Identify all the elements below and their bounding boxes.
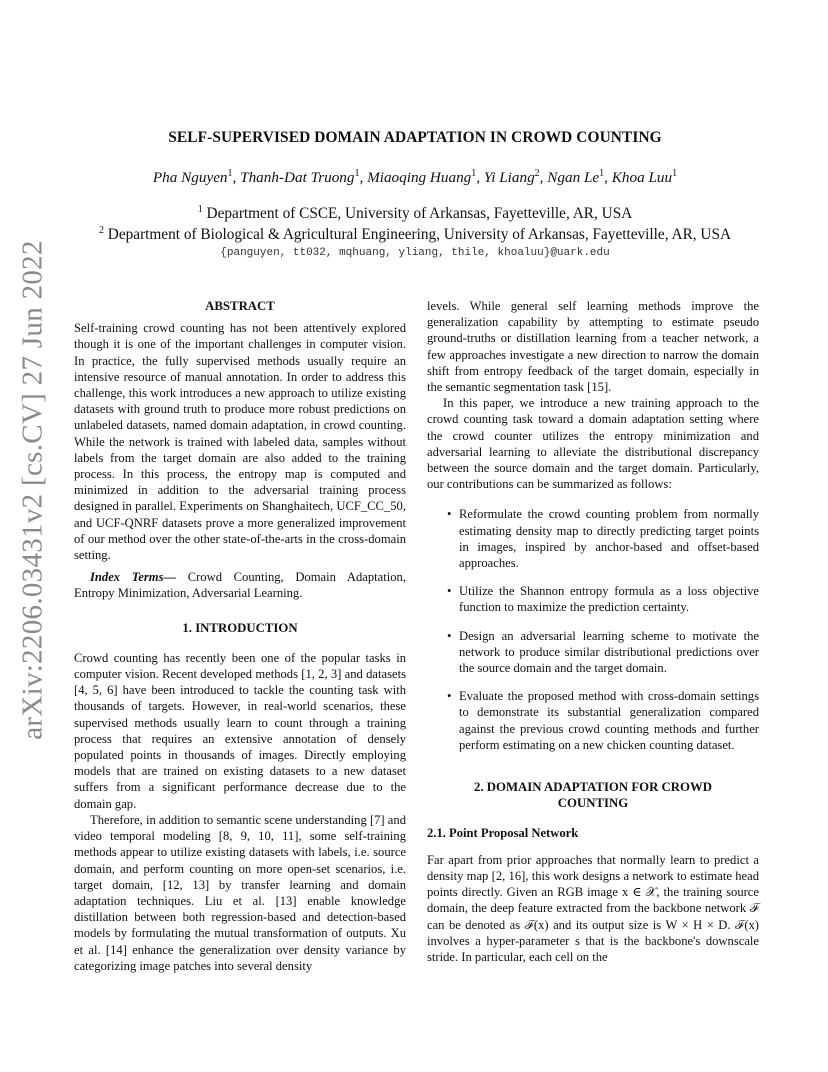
contribution-item: • Utilize the Shannon entropy formula as a loss objective function to maximize the prediction certainty. (427, 583, 759, 615)
author-list: Pha Nguyen$^1$, Thanh-Dat Truong$^1$, Miaoqing Huang$^1$, Yi Liang$^2$, Ngan Le$^1$, Khoa Luu$^1$ (152, 168, 678, 186)
author-name: Pha Nguyen (152, 169, 228, 186)
contribution-item: • Reformulate the crowd counting problem from normally estimating density map to directly predicting target points in images, inspired by anchor-based and offset-based approaches. (427, 506, 759, 571)
affiliation-1 (60, 204, 770, 223)
author-affiliation-mark: 1 (471, 168, 477, 179)
arxiv-sidebar (8, 240, 58, 740)
right-paragraph-1: levels. While general self learning methods improve the generalization capability by attempting to estimate pseudo ground-truths or distillation learning from a teacher network, a few approaches investigate a new direction to narrow the domain shift from entropy feedback of the target domain, especially in the semantic segmentation task [15]. (427, 299, 759, 395)
author-name: Miaoqing Huang (367, 169, 472, 186)
author-name: Ngan Le (547, 169, 600, 186)
section-2-heading-line-2: COUNTING (557, 796, 629, 811)
affiliation-2 (60, 225, 770, 244)
contribution-item: • Evaluate the proposed method with cross-domain settings to demonstrate its substantial generalization compared against the previous crowd counting methods and further perform estimating on a new chicken counting dataset. (427, 688, 759, 753)
author-emails: {panguyen, tt032, mqhuang, yliang, thile, khoaluu}@uark.edu (220, 247, 610, 259)
index-terms-label: Index Terms— (90, 570, 177, 585)
paper-title: SELF-SUPERVISED DOMAIN ADAPTATION IN CROWD COUNTING (168, 129, 662, 146)
contribution-list (427, 506, 759, 753)
abstract-heading: ABSTRACT (205, 299, 275, 313)
author-affiliation-mark: 2 (534, 168, 540, 179)
contribution-item: • Design an adversarial learning scheme to motivate the network to produce similar distributional predictions over the source domain and the target domain. (427, 628, 759, 677)
right-paragraph-2: In this paper, we introduce a new training approach to the crowd counting task toward a domain adaptation setting where the crowd counter utilizes the entropy minimization and adversarial learning to alleviate the distributional discrepancy between the source domain and the target domain. Particularly, our contributions can be summarized as follows: (427, 396, 759, 492)
right-column (427, 298, 759, 965)
affiliation-number: 1 (197, 204, 203, 215)
affiliation-text: Department of Biological & Agricultural Engineering, University of Arkansas, Fayetteville, AR, USA (103, 226, 732, 243)
subsection-2-1-heading: 2.1. Point Proposal Network (427, 826, 579, 841)
left-column (74, 298, 406, 974)
arxiv-identifier: arXiv:2206.03431v2 [cs.CV] 27 Jun 2022 (16, 240, 49, 740)
author-affiliation-mark: 1 (599, 168, 605, 179)
index-terms-text: Crowd Counting, Domain Adaptation, Entropy Minimization, Adversarial Learning. (74, 570, 406, 601)
section-2-heading (427, 779, 759, 811)
introduction-paragraph-2: Therefore, in addition to semantic scene understanding [7] and video temporal modeling [8, 9, 10, 11], some self-training methods appear to utilize existing datasets with labels, i.e. source domain, and perform counting on more open-set scenarios, i.e. target domain, [12, 13] by transfer learning and domain adaptation techniques. Liu et al. [13] enable knowledge distillation between both regression-based and detection-based models by formulating the mutual transformation of outputs. Xu et al. [14] enhance the generalization over density variance by categorizing image patches into several density (74, 812, 406, 973)
introduction-paragraph-1: Crowd counting has recently been one of the popular tasks in computer vision. Recent developed methods [1, 2, 3] and datasets [4, 5, 6] have been introduced to tackle the counting task with thousands of targets. However, in real-world scenarios, these supervised methods usually learn to count through a training process that requires an extensive annotation of densely populated points in thousands of images. Directly employing models that are trained on existing datasets to a new dataset suffers from a significant performance decrease due to the domain gap. (74, 650, 406, 811)
affiliation-number: 2 (98, 225, 104, 236)
affiliation-text: Department of CSCE, University of Arkansas, Fayetteville, AR, USA (202, 205, 633, 222)
author-affiliation-mark: 1 (227, 168, 233, 179)
author-name: Yi Liang (483, 169, 535, 186)
abstract-text: Self-training crowd counting has not been attentively explored though it is one of the important challenges in computer vision. In practice, the fully supervised methods usually require an intensive resource of manual annotation. In order to address this challenge, this work introduces a new approach to utilize existing datasets with ground truth to produce more robust predictions on unlabeled datasets, named domain adaptation, in crowd counting. While the network is trained with labeled data, samples without labels from the target domain are also added to the training process. In this process, the entropy map is computed and minimized in addition to the adversarial training process designed in parallel. Experiments on Shanghaitech, UCF_CC_50, and UCF-QNRF datasets prove a more generalized improvement of our method over the other state-of-the-arts in the cross-domain setting. (74, 321, 406, 563)
author-name: Thanh-Dat Truong (240, 169, 355, 186)
introduction-heading: 1. INTRODUCTION (182, 620, 298, 635)
section-2-heading-line-1: 2. DOMAIN ADAPTATION FOR CROWD (473, 780, 713, 795)
index-terms (74, 569, 406, 601)
author-affiliation-mark: 1 (354, 168, 360, 179)
author-affiliation-mark: 1 (672, 168, 678, 179)
author-name: Khoa Luu (611, 169, 673, 186)
subsection-2-1-text: Far apart from prior approaches that normally learn to predict a density map [2, 16], this work designs a network to estimate head points directly. Given an RGB image x ∈ 𝒳, the training source domain, the deep feature extracted from the backbone network ℱ can be denoted as ℱ(x) and its output size is W × H × D. ℱ(x) involves a hyper-parameter s that is the backbone's downscale stride. In particular, each cell on the (427, 852, 759, 964)
